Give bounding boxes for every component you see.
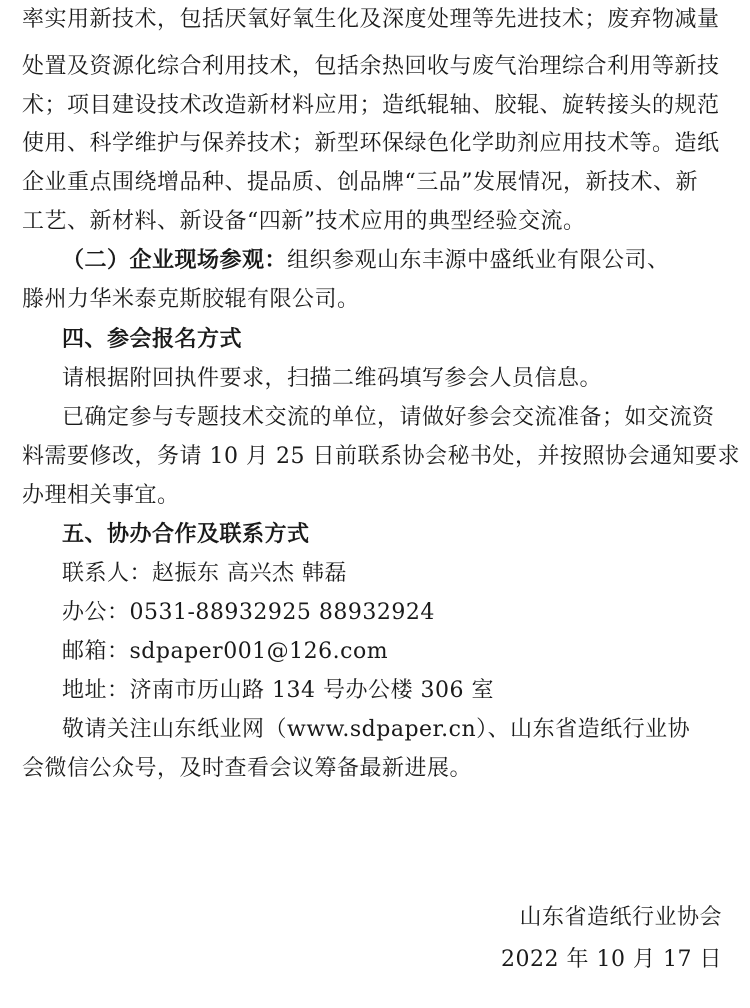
body-line: 已确定参与专题技术交流的单位，请做好参会交流准备；如交流资: [62, 405, 715, 430]
section-heading: 四、参会报名方式: [62, 327, 243, 352]
signature-org: 山东省造纸行业协会: [519, 905, 722, 930]
body-line: 处置及资源化综合利用技术，包括余热回收与废气治理综合利用等新技: [22, 54, 720, 79]
office-phone: 办公：0531-88932925 88932924: [62, 600, 435, 625]
site-visit-line: [62, 245, 670, 277]
body-line: 办理相关事宜。: [22, 483, 180, 508]
body-line: 请根据附回执件要求，扫描二维码填写参会人员信息。: [62, 366, 603, 391]
body-line: 料需要修改，务请 10 月 25 日前联系协会秘书处，并按照协会通知要求: [22, 444, 740, 469]
body-line: 术；项目建设技术改造新材料应用；造纸辊轴、胶辊、旋转接头的规范: [22, 93, 720, 118]
section-heading: 五、协办合作及联系方式: [62, 522, 310, 547]
notice-line: 敬请关注山东纸业网（www.sdpaper.cn）、山东省造纸行业协: [62, 717, 691, 742]
signature-date: 2022 年 10 月 17 日: [501, 947, 722, 972]
body-line: 工艺、新材料、新设备“四新”技术应用的典型经验交流。: [22, 209, 586, 234]
notice-line: 会微信公众号，及时查看会议筹备最新进展。: [22, 756, 473, 781]
body-line: 企业重点围绕增品种、提品质、创品牌“三品”发展情况，新技术、新: [22, 170, 698, 195]
site-visit-lead: （二）企业现场参观：: [62, 248, 288, 273]
email-address: 邮箱：sdpaper001@126.com: [62, 639, 389, 664]
contact-persons: 联系人：赵振东 高兴杰 韩磊: [62, 561, 347, 586]
body-line: 使用、科学维护与保养技术；新型环保绿色化学助剂应用技术等。造纸: [22, 131, 720, 156]
postal-address: 地址：济南市历山路 134 号办公楼 306 室: [62, 678, 494, 703]
site-visit-text: 组织参观山东丰源中盛纸业有限公司、: [287, 248, 670, 273]
body-line: 率实用新技术，包括厌氧好氧生化及深度处理等先进技术；废弃物减量: [22, 7, 720, 32]
body-line: 滕州力华米泰克斯胶辊有限公司。: [22, 287, 360, 312]
